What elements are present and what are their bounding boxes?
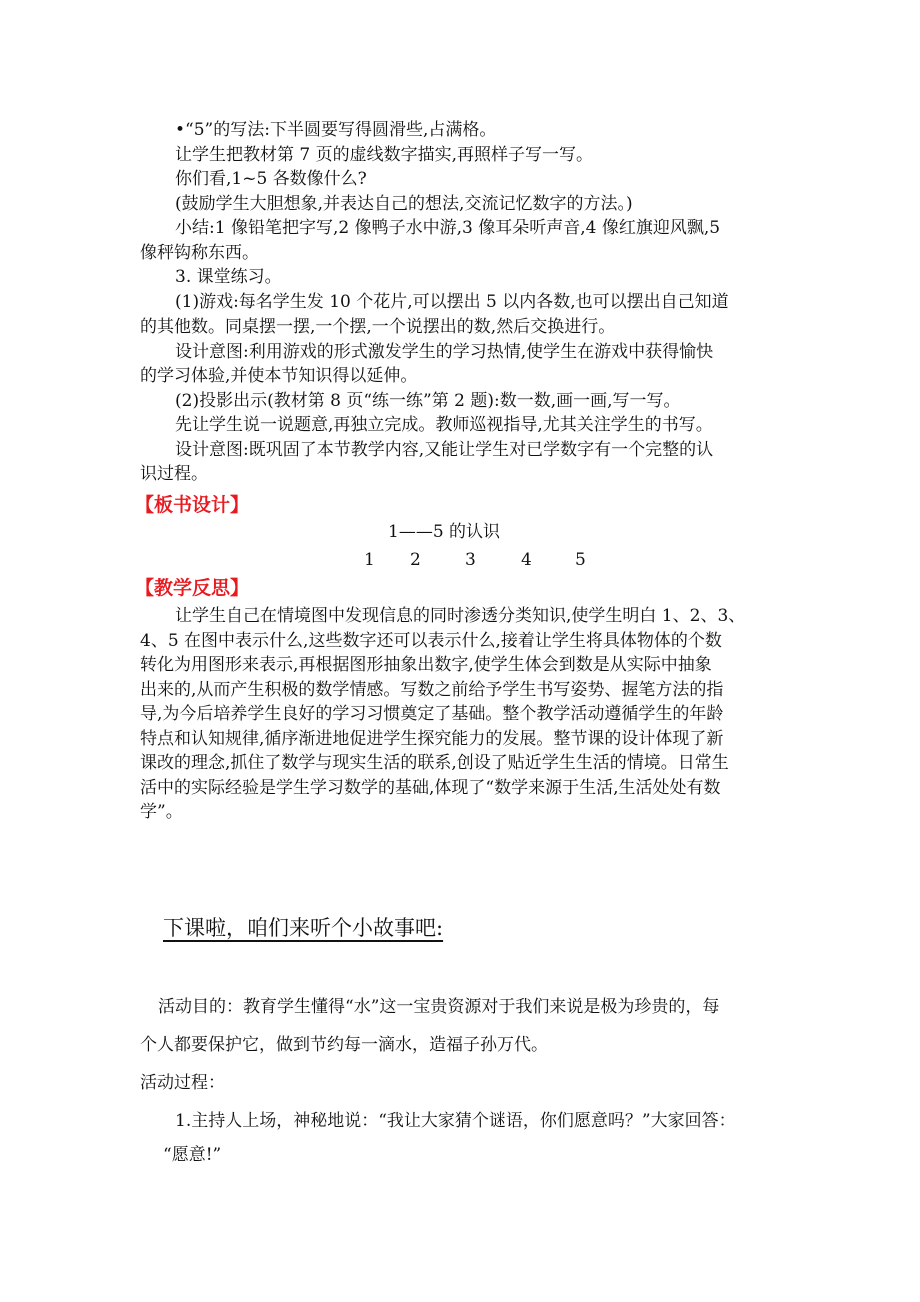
lesson-line: 识过程。 bbox=[140, 464, 208, 484]
reflection-line: 转化为用图形来表示,再根据图形抽象出数字,使学生体会到数是从实际中抽象 bbox=[140, 655, 712, 675]
reflection-line: 出来的,从而产生积极的数学情感。写数之前给予学生书写姿势、握笔方法的指 bbox=[140, 680, 724, 700]
story-line: “愿意!” bbox=[163, 1145, 222, 1165]
lesson-line: 3. 课堂练习。 bbox=[175, 267, 282, 287]
lesson-line: 设计意图:既巩固了本节教学内容,又能让学生对已学数字有一个完整的认 bbox=[175, 440, 714, 460]
reflection-line: 课改的理念,抓住了数学与现实生活的联系,创设了贴近学生生活的情境。日常生 bbox=[140, 753, 729, 773]
lesson-line: 先让学生说一说题意,再独立完成。教师巡视指导,尤其关注学生的书写。 bbox=[175, 415, 713, 435]
lesson-line: 的其他数。同桌摆一摆,一个摆,一个说摆出的数,然后交换进行。 bbox=[140, 317, 616, 337]
lesson-line: 设计意图:利用游戏的形式激发学生的学习热情,使学生在游戏中获得愉快 bbox=[175, 342, 714, 362]
board-heading: 【板书设计】 bbox=[135, 494, 250, 516]
reflection-line: 让学生自己在情境图中发现信息的同时渗透分类知识,使学生明白 1、2、3、 bbox=[175, 606, 746, 626]
reflection-line: 学”。 bbox=[140, 802, 183, 822]
board-numbers bbox=[0, 549, 920, 571]
reflection-heading: 【教学反思】 bbox=[135, 577, 250, 599]
reflection-line: 导,为今后培养学生良好的学习习惯奠定了基础。整个教学活动遵循学生的年龄 bbox=[140, 704, 724, 724]
lesson-line: 你们看,1~5 各数像什么? bbox=[175, 169, 367, 189]
board-number: 2 bbox=[410, 550, 421, 570]
story-line: 活动过程： bbox=[140, 1073, 225, 1093]
lesson-line: 的学习体验,并使本节知识得以延伸。 bbox=[140, 366, 418, 386]
board-number: 4 bbox=[521, 550, 532, 570]
board-title: 1——5 的认识 bbox=[388, 522, 501, 542]
lesson-line: (2)投影出示(教材第 8 页“练一练”第 2 题):数一数,画一画,写一写。 bbox=[175, 391, 681, 411]
story-title: 下课啦，咱们来听个小故事吧: bbox=[163, 916, 444, 940]
board-number: 5 bbox=[575, 550, 586, 570]
reflection-line: 4、5 在图中表示什么,这些数字还可以表示什么,接着让学生将具体物体的个数 bbox=[140, 631, 722, 651]
story-line: 个人都要保护它，做到节约每一滴水，造福子孙万代。 bbox=[140, 1035, 548, 1055]
lesson-line: (鼓励学生大胆想象,并表达自己的想法,交流记忆数字的方法。) bbox=[175, 194, 633, 214]
reflection-line: 活中的实际经验是学生学习数学的基础,体现了“数学来源于生活,生活处处有数 bbox=[140, 778, 721, 798]
board-number: 1 bbox=[364, 550, 375, 570]
lesson-line: 小结:1 像铅笔把字写,2 像鸭子水中游,3 像耳朵听声音,4 像红旗迎风飘,5 bbox=[175, 218, 721, 238]
lesson-line: (1)游戏:每名学生发 10 个花片,可以摆出 5 以内各数,也可以摆出自己知道 bbox=[175, 292, 729, 312]
story-line: 活动目的：教育学生懂得“水”这一宝贵资源对于我们来说是极为珍贵的，每 bbox=[158, 997, 720, 1017]
story-line: 1.主持人上场，神秘地说：“我让大家猜个谜语，你们愿意吗？”大家回答： bbox=[175, 1111, 736, 1131]
lesson-line: 像秤钩称东西。 bbox=[140, 243, 259, 263]
board-number: 3 bbox=[465, 550, 476, 570]
reflection-line: 特点和认知规律,循序渐进地促进学生探究能力的发展。整节课的设计体现了新 bbox=[140, 729, 724, 749]
lesson-line: •“5”的写法:下半圆要写得圆滑些,占满格。 bbox=[175, 120, 497, 140]
lesson-line: 让学生把教材第 7 页的虚线数字描实,再照样子写一写。 bbox=[175, 145, 594, 165]
